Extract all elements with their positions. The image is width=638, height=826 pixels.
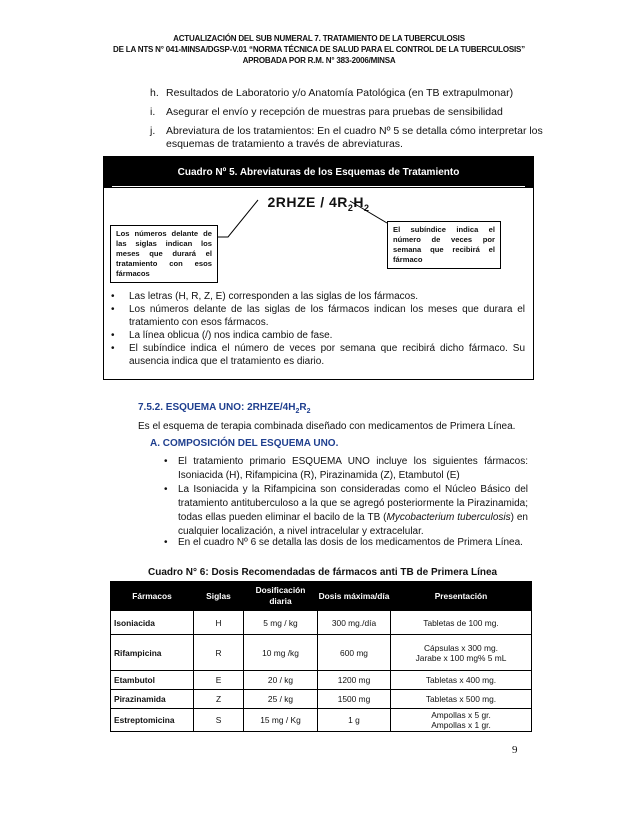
section-title: 7.5.2. ESQUEMA UNO: $2RHZE/4H_2R_2$ (138, 402, 311, 415)
box-bullet-3: • La línea oblicua (/) nos indica cambio de fase. (111, 330, 333, 341)
list-item-i: i. Asegurar el envío y recepción de muestras para pruebas de sensibilidad (150, 106, 503, 118)
callout-left: Los números delante de las siglas indican los meses que durará el tratamiento con esos fármacos (110, 225, 218, 283)
composition-bullet-2: • La Isoniacida y la Rifampicina son consideradas como el Núcleo Básico del tratamiento antituberculoso a la que se agregó posteriormente la Pirazinamida; todas ellas pueden eliminar el bacilo de la TB (Mycobacterium tuberculosis) en cualquier localización, a nivel intracelular y extracelular. (164, 484, 528, 537)
dosage-table (110, 581, 532, 732)
box-bullet-2: • Los números delante de las siglas de los fármacos indican los meses que durara el tratamiento con esos fármacos. (111, 304, 525, 328)
composition-bullet-3: • En el cuadro Nº 6 se detalla las dosis de los medicamentos de Primera Línea. (164, 537, 523, 548)
list-item-h: h. Resultados de Laboratorio y/o Anatomía Patológica (en TB extrapulmonar) (150, 87, 514, 99)
list-item-j-cont: esquemas de tratamiento a través de abreviaturas. (166, 138, 403, 150)
table-row: Estreptomicina S 15 mg / Kg 1 g Ampollas x 5 gr. Ampollas x 1 gr. (111, 709, 532, 732)
header-dosis-maxima: Dosis máxima/día (318, 582, 391, 611)
callout-right: El subíndice indica el número de veces por semana que recibirá el fármaco (387, 221, 501, 269)
box-bullet-4: • El subíndice indica el número de veces por semana que recibirá dicho fármaco. Su ausencia indica que el tratamiento es diario. (111, 343, 525, 367)
regimen-formula: 2RHZE / $4R_2H_2$ (267, 194, 370, 213)
header-line-3: APROBADA POR R.M. N° 383-2006/MINSA (242, 56, 396, 65)
section-subtitle: A. COMPOSICIÓN DEL ESQUEMA UNO. (150, 438, 339, 449)
table-row: Isoniacida H 5 mg / kg 300 mg./día Tabletas de 100 mg. (111, 611, 532, 635)
header-line-1: ACTUALIZACIÓN DEL SUB NUMERAL 7. TRATAMIENTO DE LA TUBERCULOSIS (173, 34, 465, 43)
header-presentacion: Presentación (391, 582, 532, 611)
page-number: 9 (512, 744, 518, 756)
box-title: Cuadro Nº 5. Abreviaturas de los Esquemas de Tratamiento (104, 157, 533, 188)
left-callout-line (217, 200, 258, 237)
composition-bullet-1: • El tratamiento primario ESQUEMA UNO incluye los siguientes fármacos: Isoniacida (H), Rifampicina (R), Pirazinamida (Z), Etambutol (E) (164, 456, 528, 481)
header-farmacos: Fármacos (111, 582, 194, 611)
right-callout-line (350, 201, 387, 223)
table-header-row (111, 582, 532, 611)
table-title: Cuadro N° 6: Dosis Recomendadas de fármacos anti TB de Primera Línea (148, 567, 498, 578)
section-intro: Es el esquema de terapia combinada diseñado con medicamentos de Primera Línea. (138, 421, 516, 432)
header-dosificacion: Dosificación diaria (244, 582, 318, 611)
list-item-j: j. Abreviatura de los tratamientos: En el cuadro Nº 5 se detalla cómo interpretar los (150, 125, 543, 137)
table-row: Rifampicina R 10 mg /kg 600 mg Cápsulas x 300 mg. Jarabe x 100 mg% 5 mL (111, 635, 532, 671)
abbreviations-box (103, 156, 534, 380)
header-line-2: DE LA NTS N° 041-MINSA/DGSP-V.01 “NORMA TÉCNICA DE SALUD PARA EL CONTROL DE LA TUBERCULOSIS” (113, 45, 525, 54)
table-row: Etambutol E 20 / kg 1200 mg Tabletas x 400 mg. (111, 671, 532, 690)
header-siglas: Siglas (194, 582, 244, 611)
box-bullet-1: • Las letras (H, R, Z, E) corresponden a las siglas de los fármacos. (111, 291, 419, 302)
table-row: Pirazinamida Z 25 / kg 1500 mg Tabletas x 500 mg. (111, 690, 532, 709)
